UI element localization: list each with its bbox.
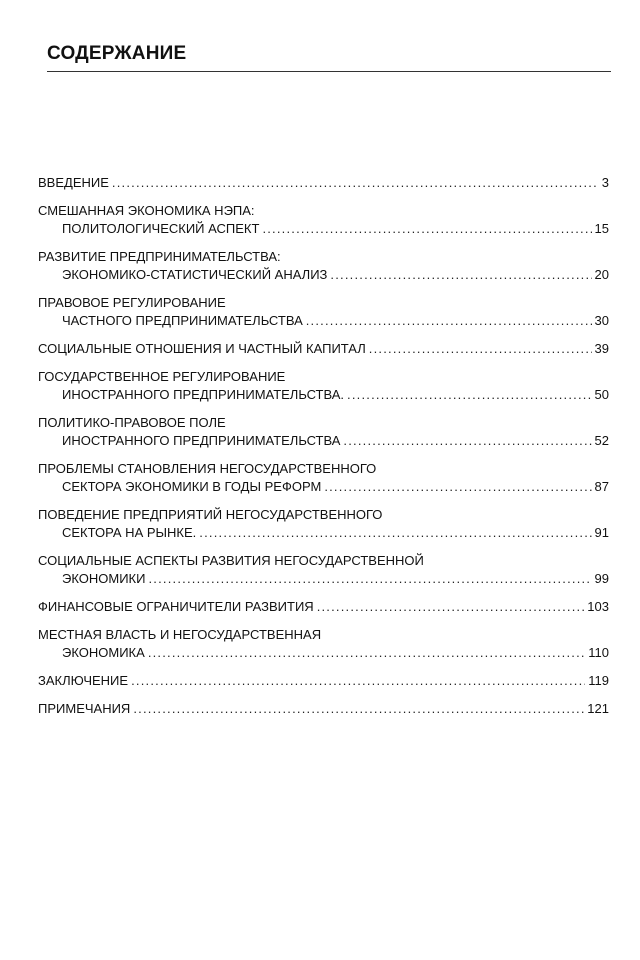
dot-leader bbox=[148, 644, 585, 662]
toc-entry-title: ФИНАНСОВЫЕ ОГРАНИЧИТЕЛИ РАЗВИТИЯ bbox=[38, 599, 314, 614]
toc-entry[interactable] bbox=[38, 202, 609, 238]
toc-page-number: 91 bbox=[594, 525, 609, 540]
toc-page-number: 15 bbox=[594, 221, 609, 236]
toc-entry-title: ИНОСТРАННОГО ПРЕДПРИНИМАТЕЛЬСТВА bbox=[62, 433, 341, 448]
toc-page-number: 119 bbox=[588, 673, 609, 688]
toc-page-number: 30 bbox=[594, 313, 609, 328]
toc-page-number: 39 bbox=[594, 341, 609, 356]
dot-leader bbox=[199, 524, 591, 542]
toc-page-number: 87 bbox=[594, 479, 609, 494]
table-of-contents bbox=[38, 174, 609, 728]
toc-entry-title: СОЦИАЛЬНЫЕ АСПЕКТЫ РАЗВИТИЯ НЕГОСУДАРСТВЕННОЙ bbox=[38, 553, 424, 568]
toc-entry[interactable] bbox=[38, 414, 609, 450]
toc-entry-title: СОЦИАЛЬНЫЕ ОТНОШЕНИЯ И ЧАСТНЫЙ КАПИТАЛ bbox=[38, 341, 366, 356]
dot-leader bbox=[343, 432, 591, 450]
toc-entry-title: ИНОСТРАННОГО ПРЕДПРИНИМАТЕЛЬСТВА. bbox=[62, 387, 345, 402]
toc-entry[interactable] bbox=[38, 248, 609, 284]
dot-leader bbox=[317, 598, 585, 616]
dot-leader bbox=[330, 266, 591, 284]
toc-entry-title: ЧАСТНОГО ПРЕДПРИНИМАТЕЛЬСТВА bbox=[62, 313, 303, 328]
toc-page-number: 50 bbox=[594, 387, 609, 402]
toc-entry[interactable] bbox=[38, 174, 609, 192]
toc-entry-title: СЕКТОРА НА РЫНКЕ. bbox=[62, 525, 197, 540]
toc-entry-title: ГОСУДАРСТВЕННОЕ РЕГУЛИРОВАНИЕ bbox=[38, 369, 286, 384]
toc-entry[interactable] bbox=[38, 598, 609, 616]
dot-leader bbox=[262, 220, 591, 238]
toc-entry-title: РАЗВИТИЕ ПРЕДПРИНИМАТЕЛЬСТВА: bbox=[38, 249, 281, 264]
toc-entry-title: ЗАКЛЮЧЕНИЕ bbox=[38, 673, 129, 688]
toc-entry[interactable] bbox=[38, 460, 609, 496]
toc-entry-title: ЭКОНОМИКО-СТАТИСТИЧЕСКИЙ АНАЛИЗ bbox=[62, 267, 328, 282]
toc-entry-title: МЕСТНАЯ ВЛАСТЬ И НЕГОСУДАРСТВЕННАЯ bbox=[38, 627, 322, 642]
dot-leader bbox=[148, 570, 591, 588]
toc-page-number: 121 bbox=[587, 701, 609, 716]
toc-page-number: 99 bbox=[594, 571, 609, 586]
title-rule bbox=[47, 71, 611, 72]
dot-leader bbox=[324, 478, 591, 496]
toc-entry-title: ЭКОНОМИКА bbox=[62, 645, 145, 660]
toc-entry[interactable] bbox=[38, 368, 609, 404]
toc-entry[interactable] bbox=[38, 672, 609, 690]
toc-entry[interactable] bbox=[38, 700, 609, 718]
toc-entry[interactable] bbox=[38, 340, 609, 358]
dot-leader bbox=[131, 672, 585, 690]
dot-leader bbox=[369, 340, 592, 358]
toc-entry-title: ПРАВОВОЕ РЕГУЛИРОВАНИЕ bbox=[38, 295, 226, 310]
toc-page-number: 103 bbox=[587, 599, 609, 614]
toc-entry[interactable] bbox=[38, 294, 609, 330]
toc-entry[interactable] bbox=[38, 552, 609, 588]
toc-page-number: 110 bbox=[588, 645, 609, 660]
toc-entry-title: ПРОБЛЕМЫ СТАНОВЛЕНИЯ НЕГОСУДАРСТВЕННОГО bbox=[38, 461, 377, 476]
toc-entry[interactable] bbox=[38, 506, 609, 542]
dot-leader bbox=[112, 174, 599, 192]
dot-leader bbox=[133, 700, 584, 718]
toc-page-number: 52 bbox=[594, 433, 609, 448]
toc-entry-title: ПОЛИТИКО-ПРАВОВОЕ ПОЛЕ bbox=[38, 415, 226, 430]
toc-entry-title: СЕКТОРА ЭКОНОМИКИ В ГОДЫ РЕФОРМ bbox=[62, 479, 322, 494]
toc-entry-title: ПОЛИТОЛОГИЧЕСКИЙ АСПЕКТ bbox=[62, 221, 260, 236]
toc-entry-title: ЭКОНОМИКИ bbox=[62, 571, 146, 586]
page-title: СОДЕРЖАНИЕ bbox=[47, 43, 187, 64]
toc-entry-title: СМЕШАННАЯ ЭКОНОМИКА НЭПА: bbox=[38, 203, 255, 218]
toc-entry-title: ВВЕДЕНИЕ bbox=[38, 175, 109, 190]
toc-entry-title: ПРИМЕЧАНИЯ bbox=[38, 701, 131, 716]
toc-page-number: 3 bbox=[601, 175, 609, 190]
dot-leader bbox=[347, 386, 592, 404]
toc-page-number: 20 bbox=[594, 267, 609, 282]
toc-entry-title: ПОВЕДЕНИЕ ПРЕДПРИЯТИЙ НЕГОСУДАРСТВЕННОГО bbox=[38, 507, 383, 522]
toc-entry[interactable] bbox=[38, 626, 609, 662]
dot-leader bbox=[306, 312, 592, 330]
